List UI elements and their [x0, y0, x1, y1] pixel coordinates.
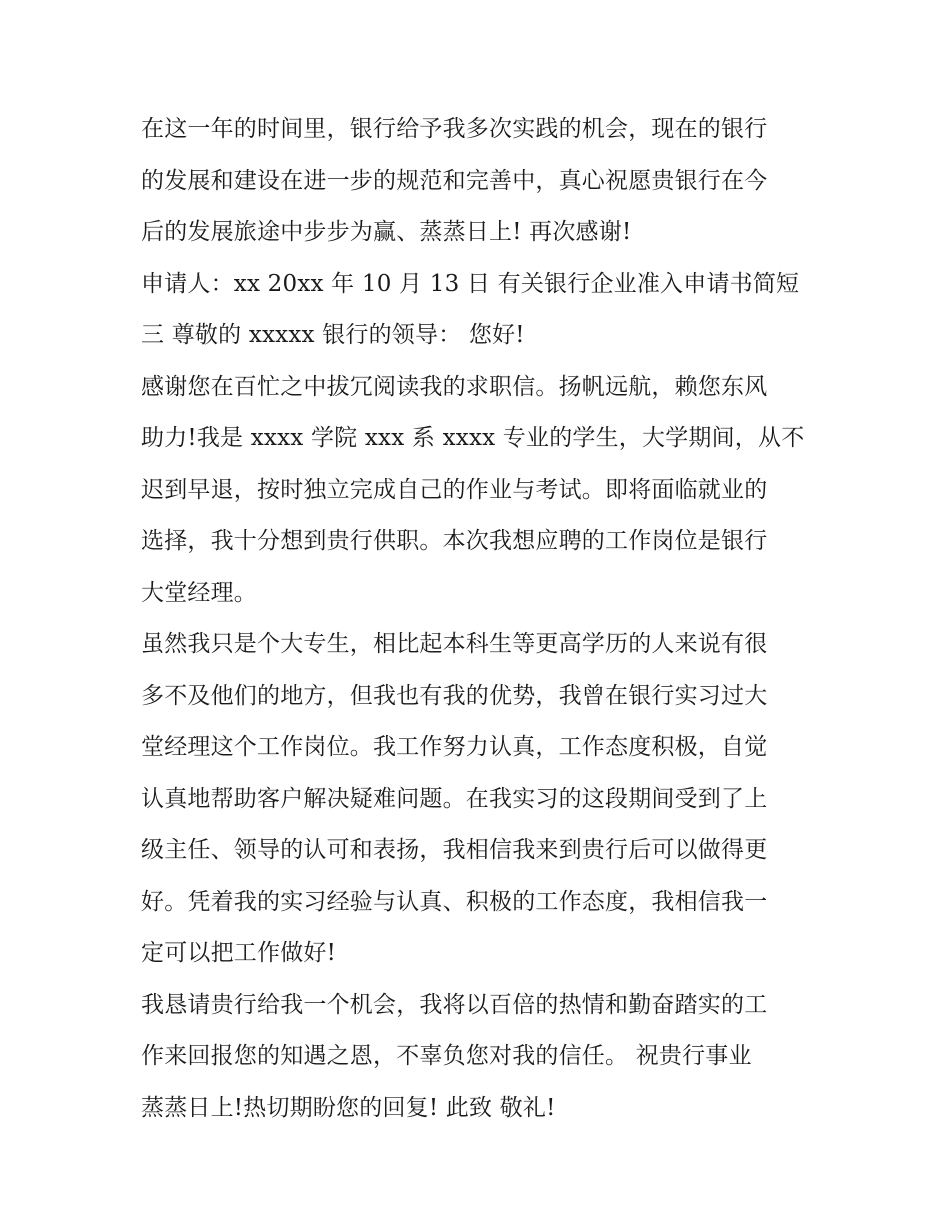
text-line: 后的发展旅途中步步为赢、蒸蒸日上! 再次感谢! [141, 219, 632, 245]
text-line: 虽然我只是个大专生，相比起本科生等更高学历的人来说有很 [141, 631, 768, 657]
text-line: 迟到早退，按时独立完成自己的作业与考试。即将面临就业的 [141, 476, 768, 503]
text-line: 级主任、领导的认可和表扬，我相信我来到贵行后可以做得更 [141, 837, 768, 863]
text-line: 选择，我十分想到贵行供职。本次我想应聘的工作岗位是银行 [141, 528, 768, 554]
text-line: 堂经理这个工作岗位。我工作努力认真，工作态度积极，自觉 [141, 734, 768, 760]
text-line: 的发展和建设在进一步的规范和完善中，真心祝愿贵银行在今 [141, 167, 768, 194]
text-line: 多不及他们的地方，但我也有我的优势，我曾在银行实习过大 [141, 682, 768, 709]
text-line: 作来回报您的知遇之恩，不辜负您对我的信任。 祝贵行事业 [141, 1043, 752, 1069]
closing-line: 蒸蒸日上!热切期盼您的回复! 此致 敬礼! [141, 1094, 556, 1121]
text-line: 在这一年的时间里，银行给予我多次实践的机会，现在的银行 [141, 116, 768, 142]
applicant-line: 申请人：xx 20xx 年 10 月 13 日 有关银行企业准入申请书简短 [141, 270, 800, 297]
text-line: 大堂经理。 [141, 579, 257, 606]
text-line: 感谢您在百忙之中拔冗阅读我的求职信。扬帆远航，赖您东风 [141, 373, 768, 400]
text-line: 我恳请贵行给我一个机会，我将以百倍的热情和勤奋踏实的工 [141, 991, 768, 1018]
salutation-line: 三 尊敬的 xxxxx 银行的领导： 您好! [141, 322, 525, 348]
text-line: 助力!我是 xxxx 学院 xxx 系 xxxx 专业的学生，大学期间，从不 [141, 425, 805, 451]
text-line: 认真地帮助客户解决疑难问题。在我实习的这段期间受到了上 [141, 785, 768, 812]
document-body [141, 104, 821, 1134]
text-line: 好。凭着我的实习经验与认真、积极的工作态度，我相信我一 [141, 888, 768, 915]
text-line: 定可以把工作做好! [141, 940, 337, 966]
